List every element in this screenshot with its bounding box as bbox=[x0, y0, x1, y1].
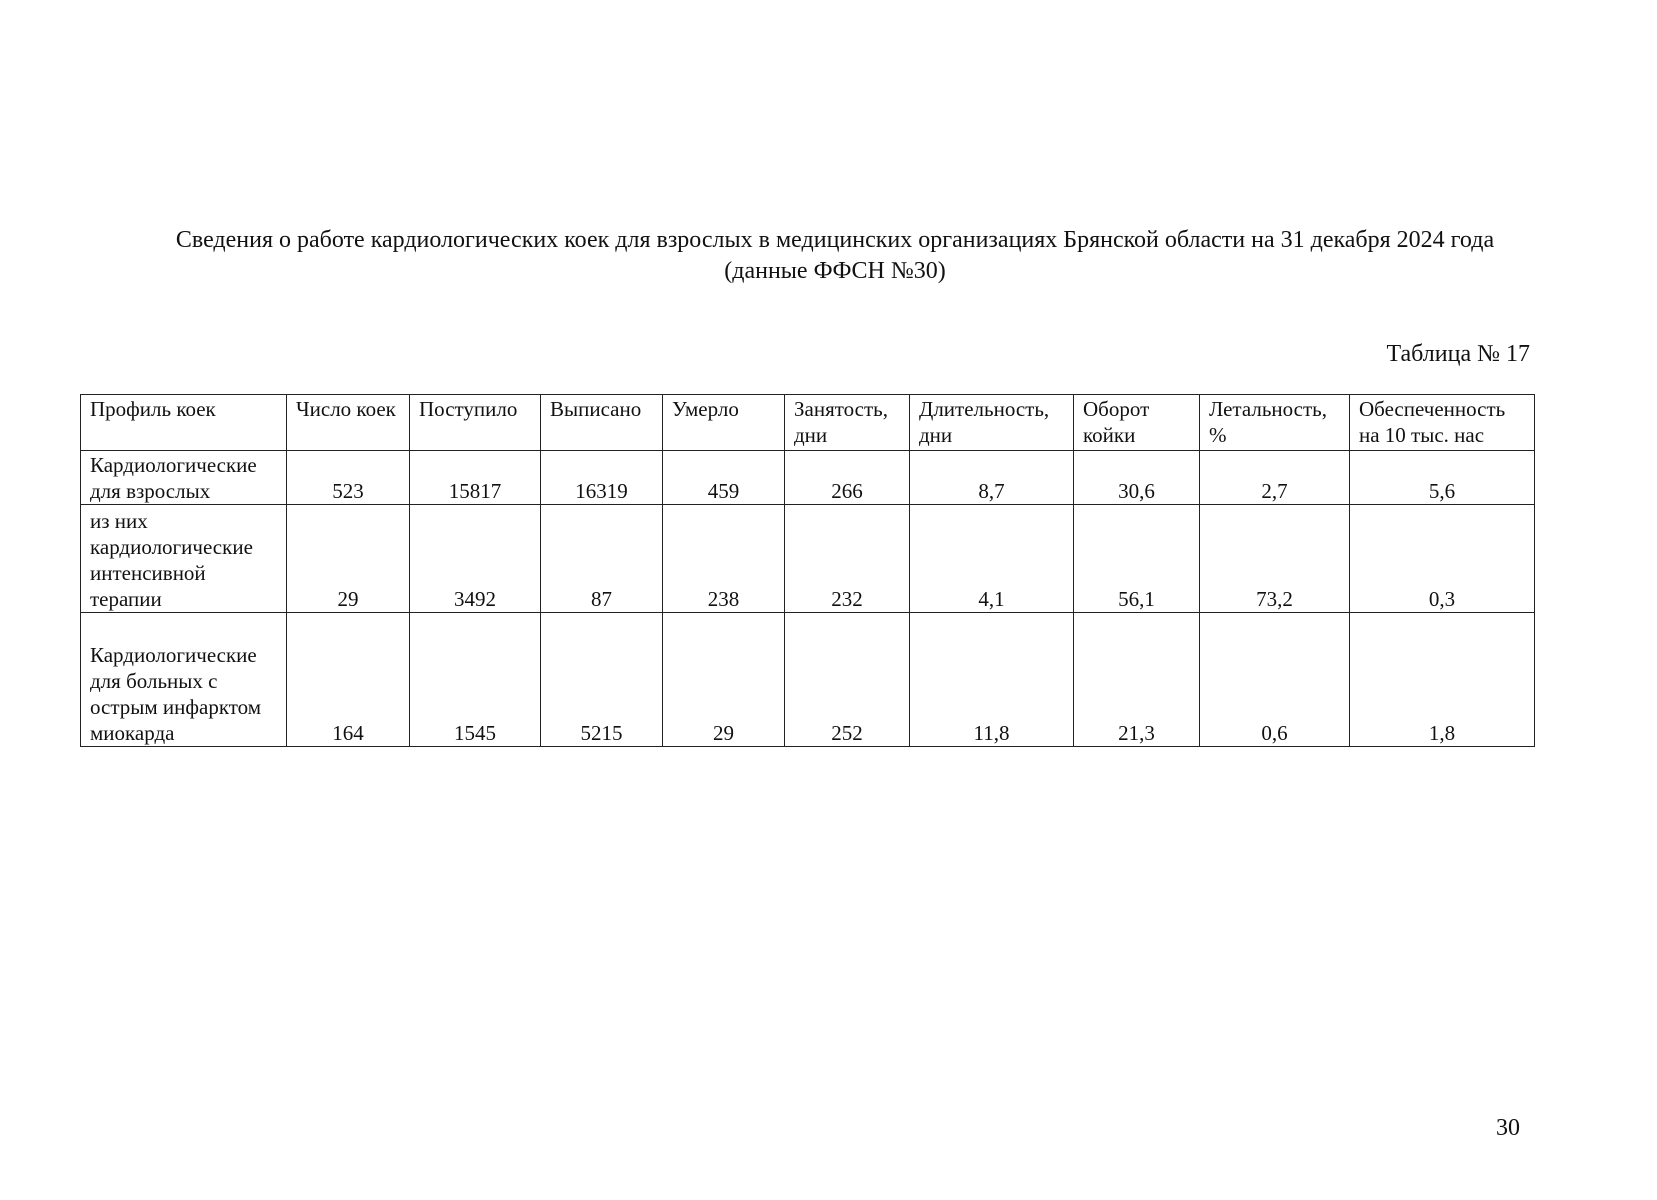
died-cell: 238 bbox=[663, 505, 785, 613]
provision-cell: 1,8 bbox=[1350, 613, 1535, 747]
cardiology-beds-table bbox=[80, 394, 1535, 747]
header-discharged: Выписано bbox=[541, 395, 663, 451]
header-provision: Обеспеченность на 10 тыс. нас bbox=[1350, 395, 1535, 451]
bed-count-cell: 164 bbox=[287, 613, 410, 747]
table-row bbox=[81, 451, 1535, 505]
header-bed-count: Число коек bbox=[287, 395, 410, 451]
admitted-cell: 3492 bbox=[410, 505, 541, 613]
document-title: Сведения о работе кардиологических коек для взрослых в медицинских организациях Брянской области на 31 декабря 2024 года (данные ФФСН №30) bbox=[175, 227, 1495, 284]
header-occupancy: Занятость, дни bbox=[785, 395, 910, 451]
discharged-cell: 87 bbox=[541, 505, 663, 613]
page-number: 30 bbox=[1496, 1115, 1520, 1141]
admitted-cell: 1545 bbox=[410, 613, 541, 747]
header-profile: Профиль коек bbox=[81, 395, 287, 451]
occupancy-cell: 252 bbox=[785, 613, 910, 747]
duration-cell: 11,8 bbox=[910, 613, 1074, 747]
row-profile-cell: из них кардиологические интенсивной терапии bbox=[81, 505, 287, 613]
bed-turnover-cell: 56,1 bbox=[1074, 505, 1200, 613]
provision-cell: 5,6 bbox=[1350, 451, 1535, 505]
died-cell: 29 bbox=[663, 613, 785, 747]
header-died: Умерло bbox=[663, 395, 785, 451]
mortality-cell: 0,6 bbox=[1200, 613, 1350, 747]
mortality-cell: 2,7 bbox=[1200, 451, 1350, 505]
occupancy-cell: 232 bbox=[785, 505, 910, 613]
header-duration: Длительность, дни bbox=[910, 395, 1074, 451]
admitted-cell: 15817 bbox=[410, 451, 541, 505]
provision-cell: 0,3 bbox=[1350, 505, 1535, 613]
header-mortality: Летальность, % bbox=[1200, 395, 1350, 451]
row-profile-cell: Кардиологические для взрослых bbox=[81, 451, 287, 505]
duration-cell: 8,7 bbox=[910, 451, 1074, 505]
duration-cell: 4,1 bbox=[910, 505, 1074, 613]
table-number: Таблица № 17 bbox=[1386, 341, 1530, 367]
bed-turnover-cell: 21,3 bbox=[1074, 613, 1200, 747]
discharged-cell: 16319 bbox=[541, 451, 663, 505]
header-admitted: Поступило bbox=[410, 395, 541, 451]
bed-count-cell: 29 bbox=[287, 505, 410, 613]
table-row bbox=[81, 505, 1535, 613]
discharged-cell: 5215 bbox=[541, 613, 663, 747]
died-cell: 459 bbox=[663, 451, 785, 505]
table-header-row bbox=[81, 395, 1535, 451]
table-row bbox=[81, 613, 1535, 747]
occupancy-cell: 266 bbox=[785, 451, 910, 505]
bed-turnover-cell: 30,6 bbox=[1074, 451, 1200, 505]
header-bed-turnover: Оборот койки bbox=[1074, 395, 1200, 451]
mortality-cell: 73,2 bbox=[1200, 505, 1350, 613]
row-profile-cell: Кардиологические для больных с острым инфарктом миокарда bbox=[81, 613, 287, 747]
bed-count-cell: 523 bbox=[287, 451, 410, 505]
